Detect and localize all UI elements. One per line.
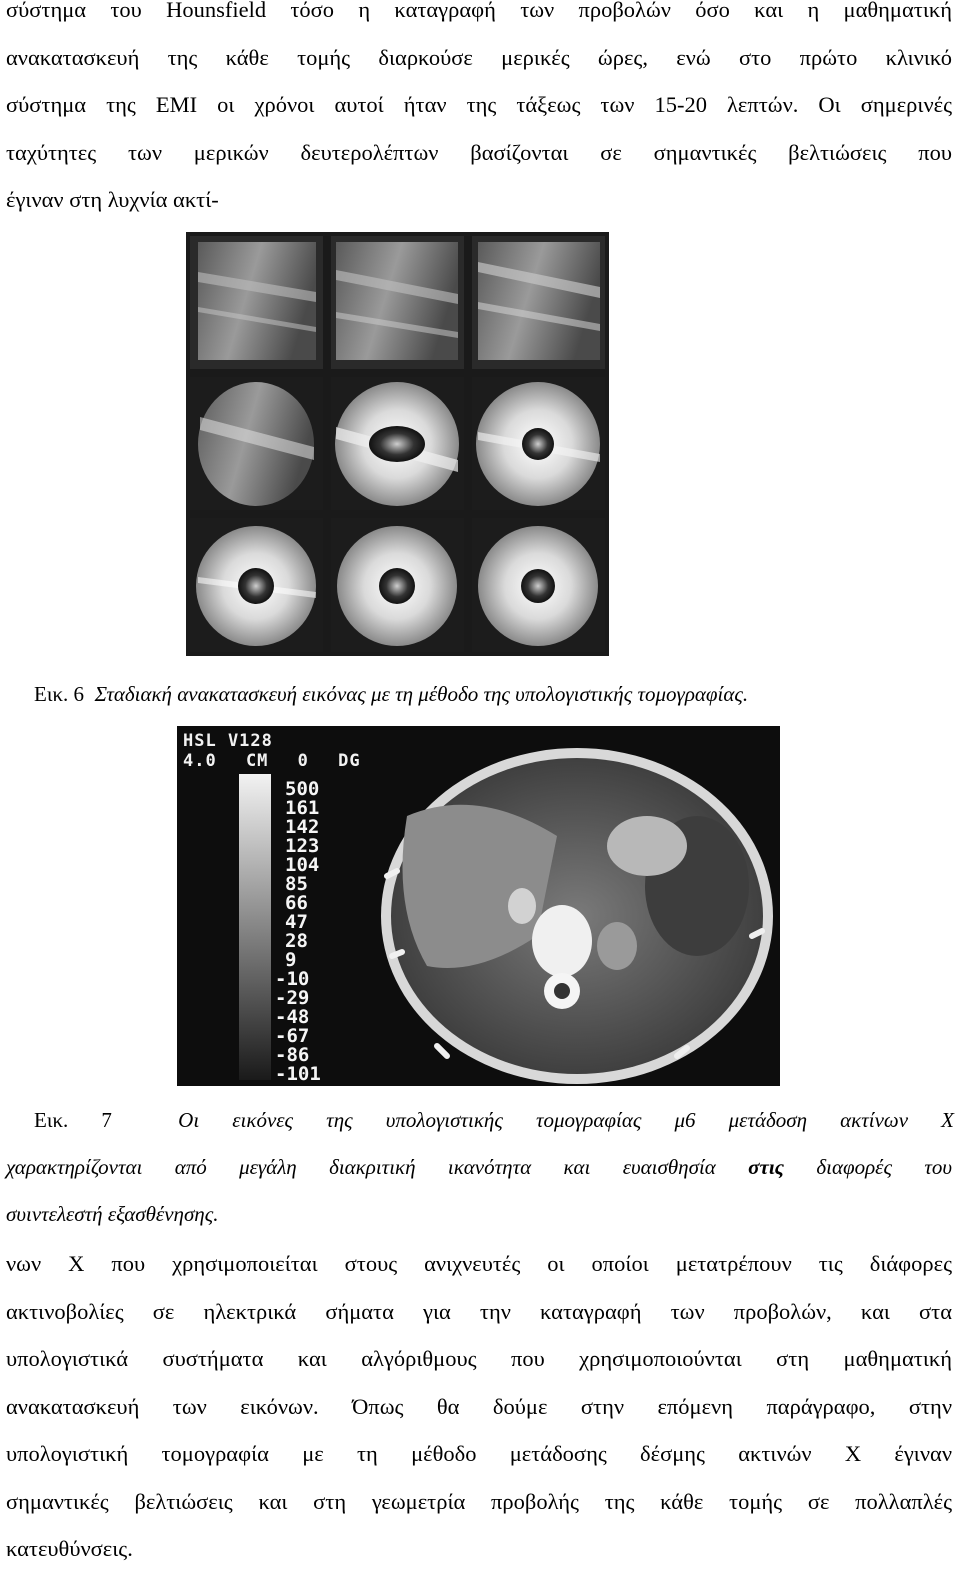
ct-scale-value: -86 [275,1044,310,1066]
ct-scale-value: -67 [275,1025,310,1047]
ct-scale-value: -48 [275,1006,310,1028]
intro-paragraph [6,0,952,224]
ct-scale-value: 104 [285,854,320,876]
ct-scale-value: 161 [285,797,320,819]
figure7-caption-line: Οι εικόνες της υπολογιστικής τομογραφίας μ6 μετάδοση ακτίνων Χ [178,1108,955,1132]
figure7-caption-line: διαφορές του [784,1155,952,1179]
ct-scale-value: 9 [285,949,297,971]
body-line: ακτινοβολίες σε ηλεκτρικά σήματα για την καταγραφή των προβολών, και στα [6,1298,952,1324]
figure6-caption [34,671,748,718]
intro-line: ταχύτητες των μερικών δευτερολέπτων βασίζονται σε σημαντικές βελτιώσεις που [6,139,952,165]
intro-line: σύστημα του Hounsfield τόσο η καταγραφή των προβολών όσο και η μαθηματική [6,0,952,22]
ct-scale-value: -101 [275,1063,321,1085]
ct-header-line2: 4.0 CM 0 DG [183,751,361,771]
ct-scale-value: 85 [285,873,308,895]
body-line: κατευθύνσεις. [6,1536,133,1561]
body-line: υπολογιστική τομογραφία με τη μέθοδο μετάδοσης δέσμης ακτινών Χ έγιναν [6,1441,952,1466]
intro-line: σύστημα της EMI οι χρόνοι αυτοί ήταν της τάξεως των 15-20 λεπτών. Οι σημερινές [6,92,952,117]
ct-header-line1: HSL V128 [183,731,273,751]
grid-cell [331,377,464,510]
grid-cell [190,236,323,369]
intro-line: έγιναν στη λυχνία ακτί- [6,187,219,212]
ct-scale-value: 123 [285,835,320,857]
ct-scale-value: 142 [285,816,320,838]
grid-cell [190,377,323,510]
figure6-reconstruction-grid [186,232,609,656]
figure7-caption-label: Εικ. 7 [34,1108,112,1132]
figure7-caption [34,1097,954,1144]
ct-scale-value: -10 [275,968,310,990]
figure7-caption-line: συιντελεστή εξασθένησης. [6,1202,219,1226]
intro-line: ανακατασκευή της κάθε τομής διαρκούσε μερικές ώρες, ενώ στο πρώτο κλινικό [6,44,952,70]
body-line: νων Χ που χρησιμοποιείται στους ανιχνευτές οι οποίοι μετατρέπουν τις διάφορες [6,1251,952,1276]
body-line: υπολογιστικά συστήματα και αλγόριθμους που χρησιμοποιούνται στη μαθηματική [6,1346,952,1371]
figure7-caption-line: χαρακτηρίζονται από μεγάλη διακριτική ικανότητα και ευαισθησία [6,1155,749,1179]
figure7-caption-cont [6,1144,952,1191]
ct-scale-value: -29 [275,987,310,1009]
grid-cell [472,236,605,369]
ct-scale-value: 500 [285,778,320,800]
figure7-ct-scan [177,726,780,1086]
ct-scale-value: 47 [285,911,308,933]
figure7-caption-bold: στις [748,1155,785,1179]
ct-scale-value: 66 [285,892,308,914]
body-paragraph [6,1240,952,1573]
figure6-caption-label: Εικ. 6 [34,682,85,706]
grid-cell [331,518,464,652]
grid-cell [190,518,323,652]
grid-cell [331,236,464,369]
figure7-caption-end [6,1191,219,1238]
grid-cell [472,518,605,652]
body-line: ανακατασκευή των εικόνων. Όπως θα δούμε στην επόμενη παράγραφο, στην [6,1393,952,1419]
figure6-caption-text: Σταδιακή ανακατασκευή εικόνας με τη μέθοδο της υπολογιστικής τομογραφίας. [94,682,749,706]
body-line: σημαντικές βελτιώσεις και στη γεωμετρία προβολής της κάθε τομής σε πολλαπλές [6,1488,952,1514]
ct-scale-value: 28 [285,930,308,952]
grid-cell [472,377,605,510]
ct-scan-image [177,726,780,1086]
